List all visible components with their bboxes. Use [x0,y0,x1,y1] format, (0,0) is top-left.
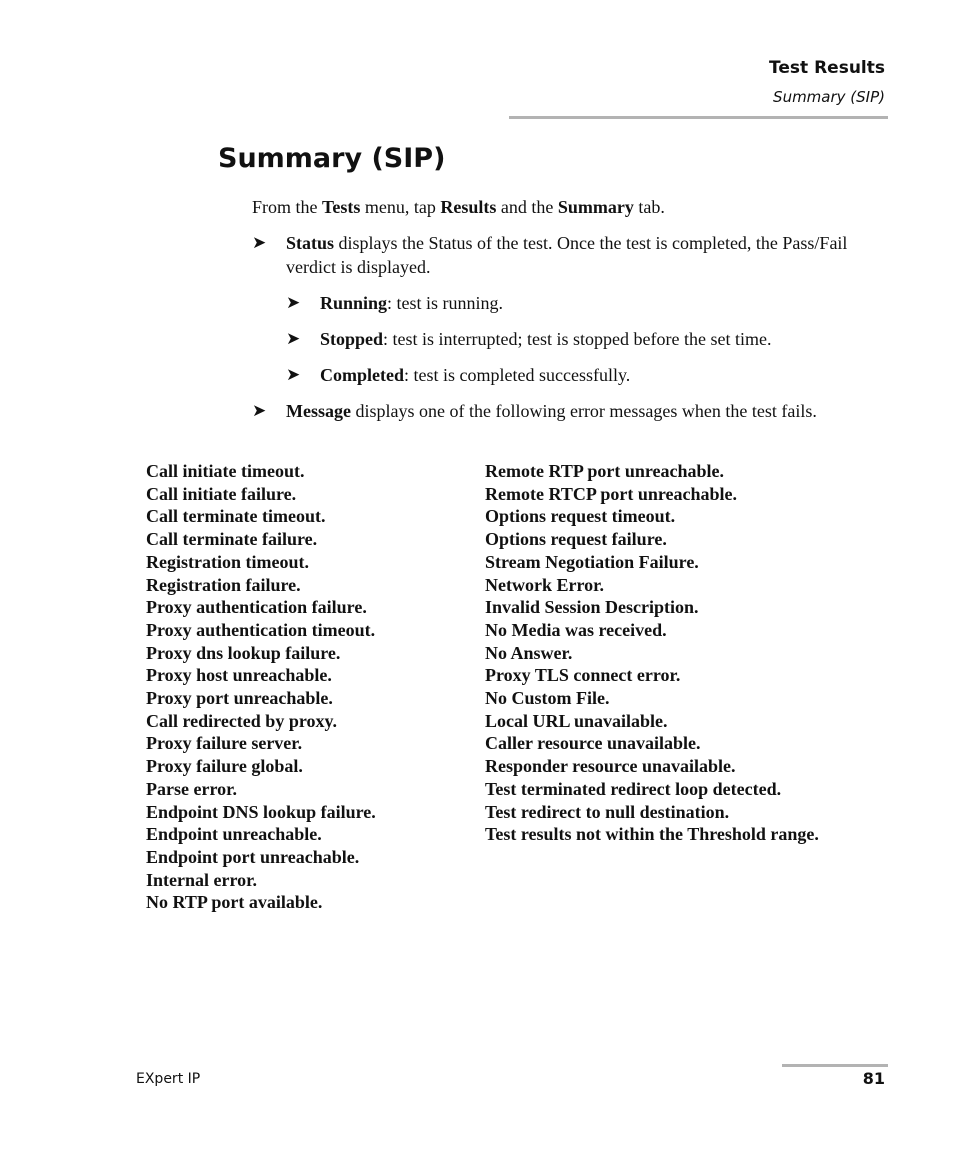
error-message-item: Endpoint port unreachable. [146,846,360,867]
running-header-section: Summary (SIP) [773,88,885,106]
status-description: displays the Status of the test. Once the test is completed, the Pass/Fail verdict is displayed. [286,233,848,277]
tab-name-summary: Summary [557,197,634,217]
error-message-item: Proxy failure global. [146,756,303,777]
error-message-item: Test redirect to null destination. [485,801,730,822]
error-message-item: No RTP port available. [146,892,323,913]
error-list-right [485,460,819,846]
error-message-item: Responder resource unavailable. [485,756,736,777]
message-description: displays one of the following error messages when the test fails. [350,401,817,421]
error-message-item: Network Error. [485,574,604,595]
menu-item-results: Results [440,197,497,217]
footer-product-name: EXpert IP [136,1071,201,1087]
bullet-message-text [286,399,874,423]
error-message-item: Remote RTP port unreachable. [485,461,725,481]
bullet-arrow-icon: ➤ [286,365,301,384]
error-message-item: Options request timeout. [485,506,676,527]
footer-divider [782,1064,888,1067]
intro-paragraph [252,195,872,219]
error-message-item: Call initiate failure. [146,483,297,504]
error-message-item: Invalid Session Description. [485,597,699,618]
state-description: : test is interrupted; test is stopped before the set time. [383,329,772,349]
error-message-item: Call initiate timeout. [146,461,305,481]
bullet-arrow-icon: ➤ [252,233,267,252]
state-label: Running [320,293,388,313]
page-title: Summary (SIP) [218,143,446,174]
error-list-left [146,460,376,914]
header-divider [509,116,888,119]
sub-bullet-text [320,291,880,315]
error-message-item: Test terminated redirect loop detected. [485,778,782,799]
menu-name-tests: Tests [322,197,361,217]
bullet-status-text [286,231,874,279]
error-message-item: Remote RTCP port unreachable. [485,483,738,504]
error-message-item: Registration failure. [146,574,301,595]
error-message-item: Registration timeout. [146,551,309,572]
error-message-item: Call redirected by proxy. [146,710,337,731]
error-message-item: Internal error. [146,869,257,890]
state-label: Stopped [320,329,384,349]
bullet-arrow-icon: ➤ [286,329,301,348]
error-message-item: Proxy authentication timeout. [146,619,376,640]
error-message-item: Proxy port unreachable. [146,688,333,709]
error-message-item: No Media was received. [485,619,667,640]
intro-text: From the [252,197,322,217]
bullet-arrow-icon: ➤ [252,401,267,420]
error-message-item: Proxy dns lookup failure. [146,642,341,663]
error-message-item: Options request failure. [485,529,667,550]
error-message-item: Stream Negotiation Failure. [485,551,699,572]
bullet-arrow-icon: ➤ [286,293,301,312]
error-message-item: Parse error. [146,778,237,799]
error-message-item: Call terminate failure. [146,529,318,550]
status-label: Status [286,233,335,253]
error-message-item: Endpoint unreachable. [146,824,322,845]
intro-text: and the [496,197,558,217]
error-message-item: No Custom File. [485,688,610,709]
page-number: 81 [862,1069,885,1088]
error-message-item: Proxy TLS connect error. [485,665,681,686]
intro-text: tab. [633,197,665,217]
message-label: Message [286,401,351,421]
running-header-chapter: Test Results [769,58,885,78]
error-message-item: Call terminate timeout. [146,506,326,527]
error-message-item: Proxy authentication failure. [146,597,367,618]
sub-bullet-text [320,327,880,351]
error-message-item: Endpoint DNS lookup failure. [146,801,376,822]
state-description: : test is completed successfully. [404,365,631,385]
error-message-item: No Answer. [485,642,573,663]
error-message-item: Proxy failure server. [146,733,303,754]
state-description: : test is running. [387,293,504,313]
error-message-item: Caller resource unavailable. [485,733,701,754]
state-label: Completed [320,365,404,385]
error-message-item: Local URL unavailable. [485,710,668,731]
intro-text: menu, tap [360,197,441,217]
sub-bullet-text [320,363,880,387]
error-message-item: Test results not within the Threshold range. [485,824,819,845]
error-message-item: Proxy host unreachable. [146,665,332,686]
